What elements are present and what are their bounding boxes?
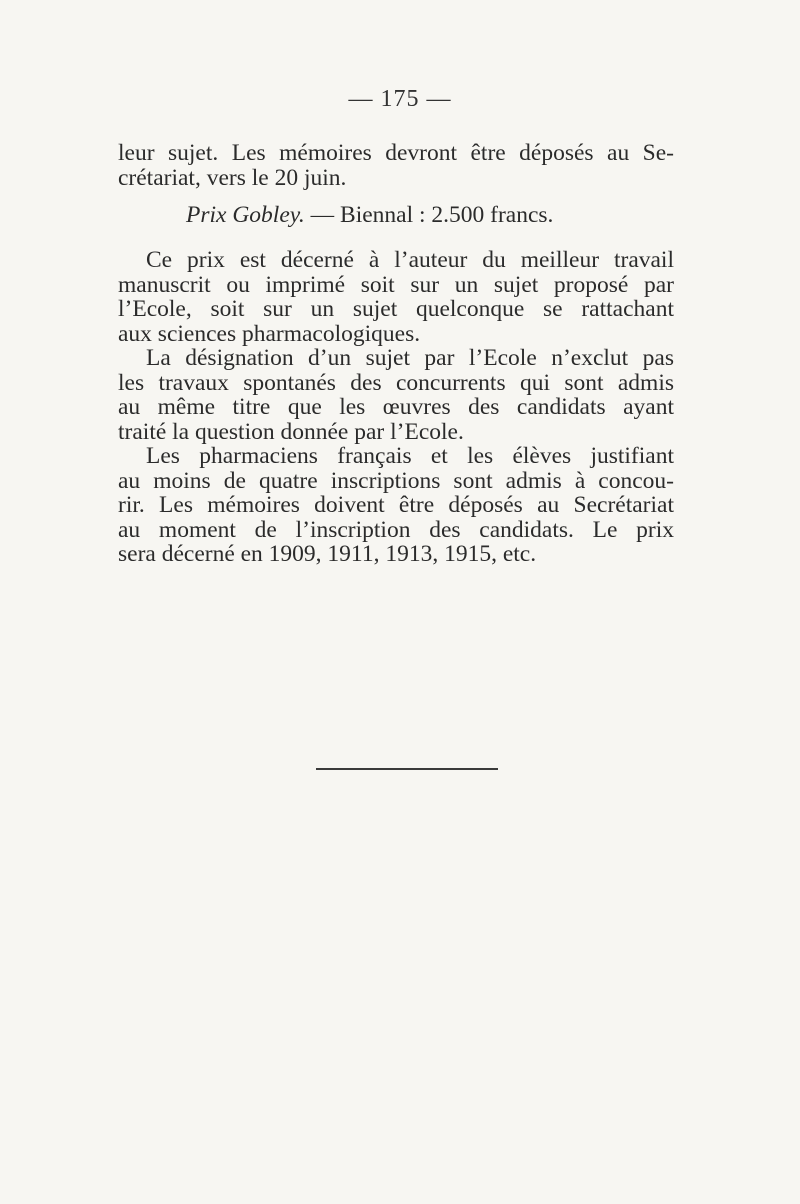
text-line: leur sujet. Les mémoires devront être déposés au Se- bbox=[118, 140, 674, 166]
prize-detail: — Biennal : 2.500 francs. bbox=[304, 202, 554, 228]
text-line: Ce prix est décerné à l’auteur du meilleur travail bbox=[146, 247, 674, 273]
text-line: crétariat, vers le 20 juin. bbox=[118, 164, 347, 191]
text-line: au même titre que les œuvres des candidats ayant bbox=[118, 394, 674, 420]
section-divider bbox=[316, 768, 498, 770]
prize-description bbox=[118, 248, 674, 567]
text-line: Les pharmaciens français et les élèves justifiant bbox=[146, 443, 674, 469]
text-line: les travaux spontanés des concurrents qui sont admis bbox=[118, 369, 674, 396]
text-line: La désignation d’un sujet par l’Ecole n’exclut pas bbox=[146, 345, 674, 371]
prize-name: Prix Gobley. bbox=[186, 202, 305, 228]
text-line: au moment de l’inscription des candidats. Le prix bbox=[118, 516, 674, 543]
text-line: rir. Les mémoires doivent être déposés au Secrétariat bbox=[118, 492, 674, 518]
text-line: aux sciences pharmacologiques. bbox=[118, 320, 421, 347]
text-line: au moins de quatre inscriptions sont admis à concou- bbox=[118, 467, 674, 494]
intro-text bbox=[118, 141, 674, 190]
text-line: l’Ecole, soit sur un sujet quelconque se rattachant bbox=[118, 296, 674, 322]
page-number: — 175 — bbox=[348, 86, 452, 112]
text-line: manuscrit ou imprimé soit sur un sujet proposé par bbox=[118, 271, 674, 298]
text-line: sera décerné en 1909, 1911, 1913, 1915, etc. bbox=[118, 541, 537, 567]
prize-heading bbox=[186, 202, 553, 229]
text-line: traité la question donnée par l’Ecole. bbox=[118, 418, 464, 445]
